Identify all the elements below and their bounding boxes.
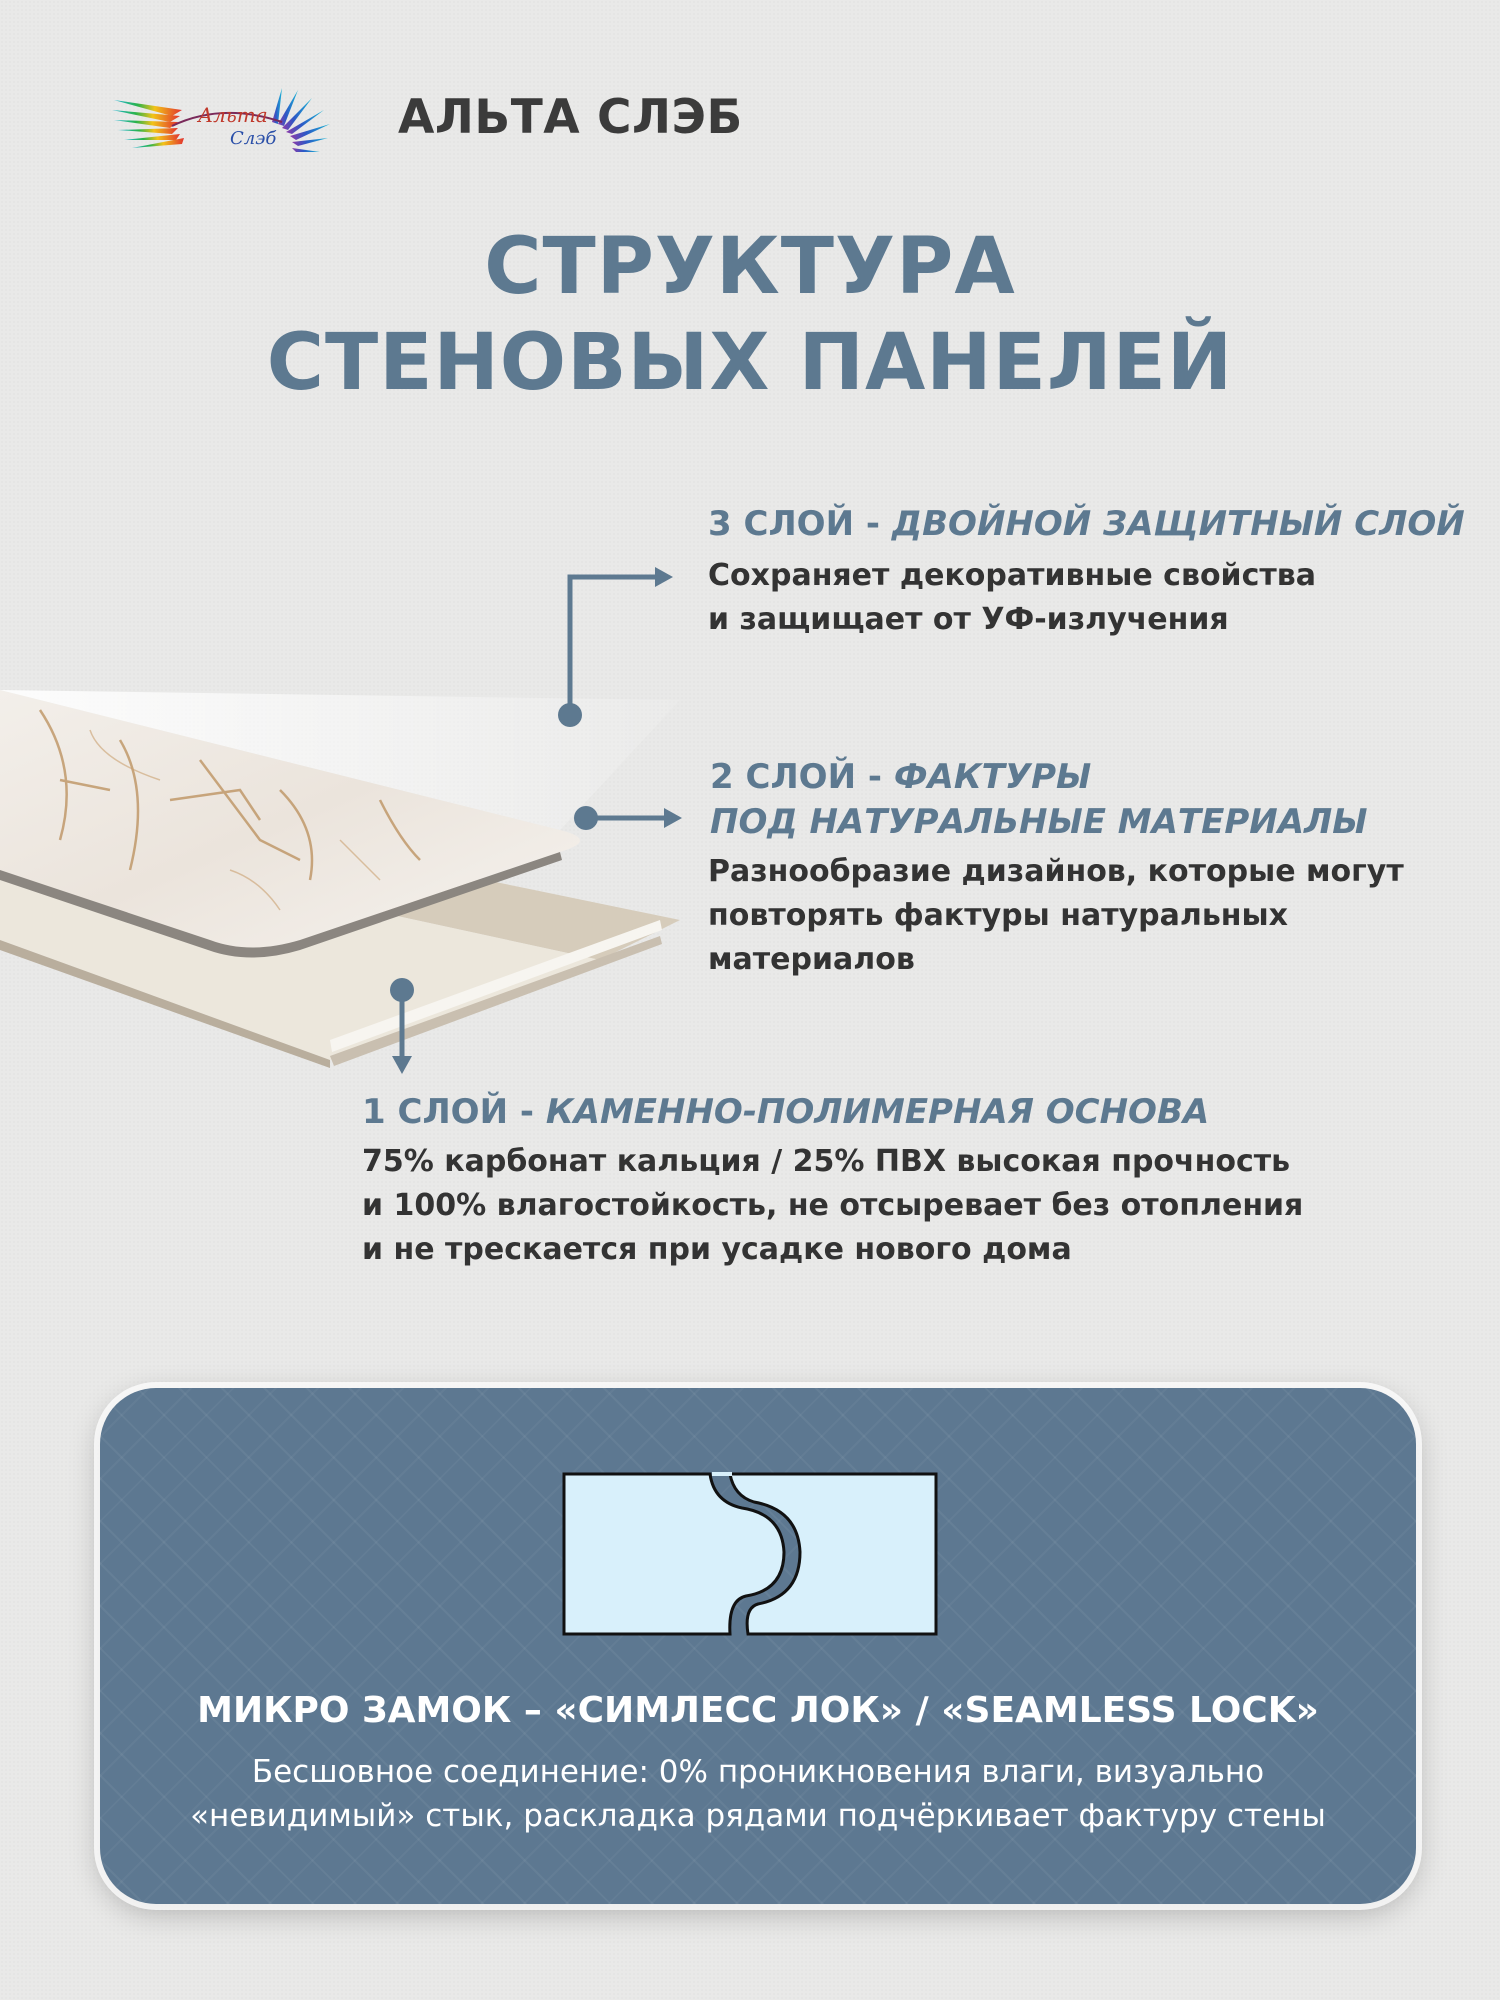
layer1-prefix: 1 СЛОЙ - bbox=[362, 1092, 546, 1132]
logo-text-alta: Альта bbox=[198, 103, 268, 127]
layer2-heading bbox=[710, 755, 1368, 845]
arrowhead-icon bbox=[664, 808, 682, 828]
layer1-desc-line: 75% карбонат кальция / 25% ПВХ высокая прочность bbox=[362, 1144, 1291, 1179]
layer2-name-line2: ПОД НАТУРАЛЬНЫЕ МАТЕРИАЛЫ bbox=[710, 802, 1368, 842]
callout-dot-layer1 bbox=[390, 978, 414, 1002]
alta-slab-logo bbox=[112, 82, 360, 162]
lock-description bbox=[100, 1750, 1416, 1838]
lock-title: МИКРО ЗАМОК – «СИМЛЕСС ЛОК» / «SEAMLESS LOCK» bbox=[197, 1690, 1319, 1731]
layer1-desc-line: и 100% влагостойкость, не отсыревает без отопления bbox=[362, 1188, 1304, 1223]
layer3-heading bbox=[708, 504, 1465, 544]
layer3-prefix: 3 СЛОЙ - bbox=[708, 504, 892, 544]
callout-dot-layer3 bbox=[558, 703, 582, 727]
layer1-description bbox=[362, 1140, 1303, 1272]
logo-text-slab: Слэб bbox=[230, 128, 277, 149]
lock-joint-icon bbox=[562, 1472, 938, 1636]
layer1-heading bbox=[362, 1092, 1209, 1132]
layer3-desc-line: и защищает от УФ-излучения bbox=[708, 602, 1229, 637]
brand-name: АЛЬТА СЛЭБ bbox=[398, 90, 743, 145]
layer2-description bbox=[708, 850, 1404, 982]
layer1-name: КАМЕННО-ПОЛИМЕРНАЯ ОСНОВА bbox=[545, 1092, 1210, 1132]
lock-desc-line: «невидимый» стык, раскладка рядами подчёркивает фактуру стены bbox=[190, 1798, 1326, 1834]
lock-desc-line: Бесшовное соединение: 0% проникновения влаги, визуально bbox=[251, 1754, 1265, 1790]
seamless-lock-card bbox=[100, 1388, 1416, 1904]
layer2-desc-line: Разнообразие дизайнов, которые могут bbox=[708, 854, 1404, 889]
page-title-line1: СТРУКТУРА bbox=[484, 222, 1016, 312]
callout-dot-layer2 bbox=[574, 806, 598, 830]
layer2-desc-line: материалов bbox=[708, 942, 915, 977]
page-title-line2: СТЕНОВЫХ ПАНЕЛЕЙ bbox=[266, 318, 1234, 408]
layer2-prefix: 2 СЛОЙ - bbox=[710, 757, 894, 797]
layer1-desc-line: и не трескается при усадке нового дома bbox=[362, 1232, 1072, 1267]
layer3-description bbox=[708, 554, 1316, 642]
layer2-desc-line: повторять фактуры натуральных bbox=[708, 898, 1289, 933]
layer3-desc-line: Сохраняет декоративные свойства bbox=[708, 558, 1316, 593]
arrowhead-icon bbox=[655, 567, 673, 587]
layer2-name-line1: ФАКТУРЫ bbox=[893, 757, 1092, 797]
arrowhead-icon bbox=[392, 1056, 412, 1074]
panel-layers-illustration bbox=[0, 540, 700, 1080]
layer3-name: ДВОЙНОЙ ЗАЩИТНЫЙ СЛОЙ bbox=[891, 504, 1465, 544]
callout-arrow-layer3 bbox=[570, 577, 660, 715]
